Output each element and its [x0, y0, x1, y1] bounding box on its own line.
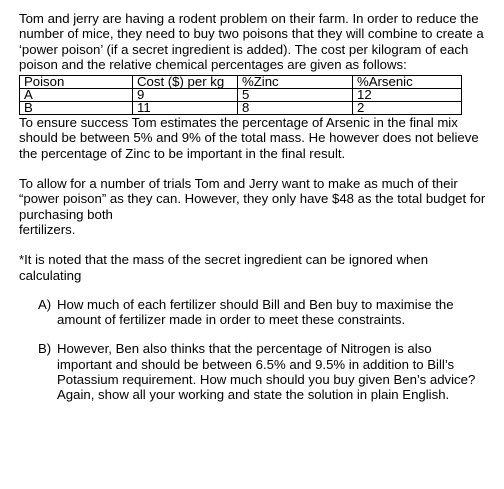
question-b: [19, 341, 489, 402]
intro-paragraph: Tom and jerry are having a rodent problem on their farm. In order to reduce the number of mice, they need to buy two poisons that they will combine to create a ‘power poison’ (if a secret ingredient is added). The cost per kilogram of each poison and the relative chemical percentages are given as follows:: [19, 11, 484, 72]
header-cost: Cost ($) per kg: [133, 76, 238, 89]
arsenic-paragraph: To ensure success Tom estimates the percentage of Arsenic in the final mix should be between 5% and 9% of the total mass. He however does not believe the percentage of Zinc to be important in the final result.: [19, 115, 479, 161]
table-row: [20, 89, 462, 102]
table-row: [20, 102, 462, 115]
cell-zinc: 5: [238, 89, 353, 102]
document-body: [19, 11, 489, 403]
cell-arsenic: 2: [353, 102, 462, 115]
cell-poison: B: [20, 102, 133, 115]
budget-paragraph: [19, 176, 489, 237]
question-text: How much of each fertilizer should Bill and Ben buy to maximise the amount of fertilizer made in order to meet these constraints.: [57, 296, 454, 328]
table-header-row: [20, 76, 462, 89]
budget-text-end: fertilizers.: [19, 221, 76, 237]
header-poison: Poison: [20, 76, 133, 89]
question-label: A): [38, 296, 52, 312]
note-paragraph: *It is noted that the mass of the secret ingredient can be ignored when calculating: [19, 252, 429, 283]
cell-arsenic: 12: [353, 89, 462, 102]
question-list: [19, 297, 489, 403]
header-zinc: %Zinc: [238, 76, 353, 89]
cell-zinc: 8: [238, 102, 353, 115]
question-a: [19, 297, 489, 328]
poison-table: [19, 75, 462, 115]
cell-cost: 11: [133, 102, 238, 115]
question-text: However, Ben also thinks that the percentage of Nitrogen is also important and should be between 6.5% and 9.5% in addition to Bill’s Potassium requirement. How much should you buy given Ben’s advice? Again, show all your working and state the solution in plain English.: [57, 341, 476, 403]
cell-poison: A: [20, 89, 133, 102]
cell-cost: 9: [133, 89, 238, 102]
header-arsenic: %Arsenic: [353, 76, 462, 89]
question-label: B): [38, 341, 52, 357]
budget-text: To allow for a number of trials Tom and Jerry want to make as much of their “power poison” as they can. However, they only have $48 as the total budget for purchasing both: [19, 176, 486, 222]
